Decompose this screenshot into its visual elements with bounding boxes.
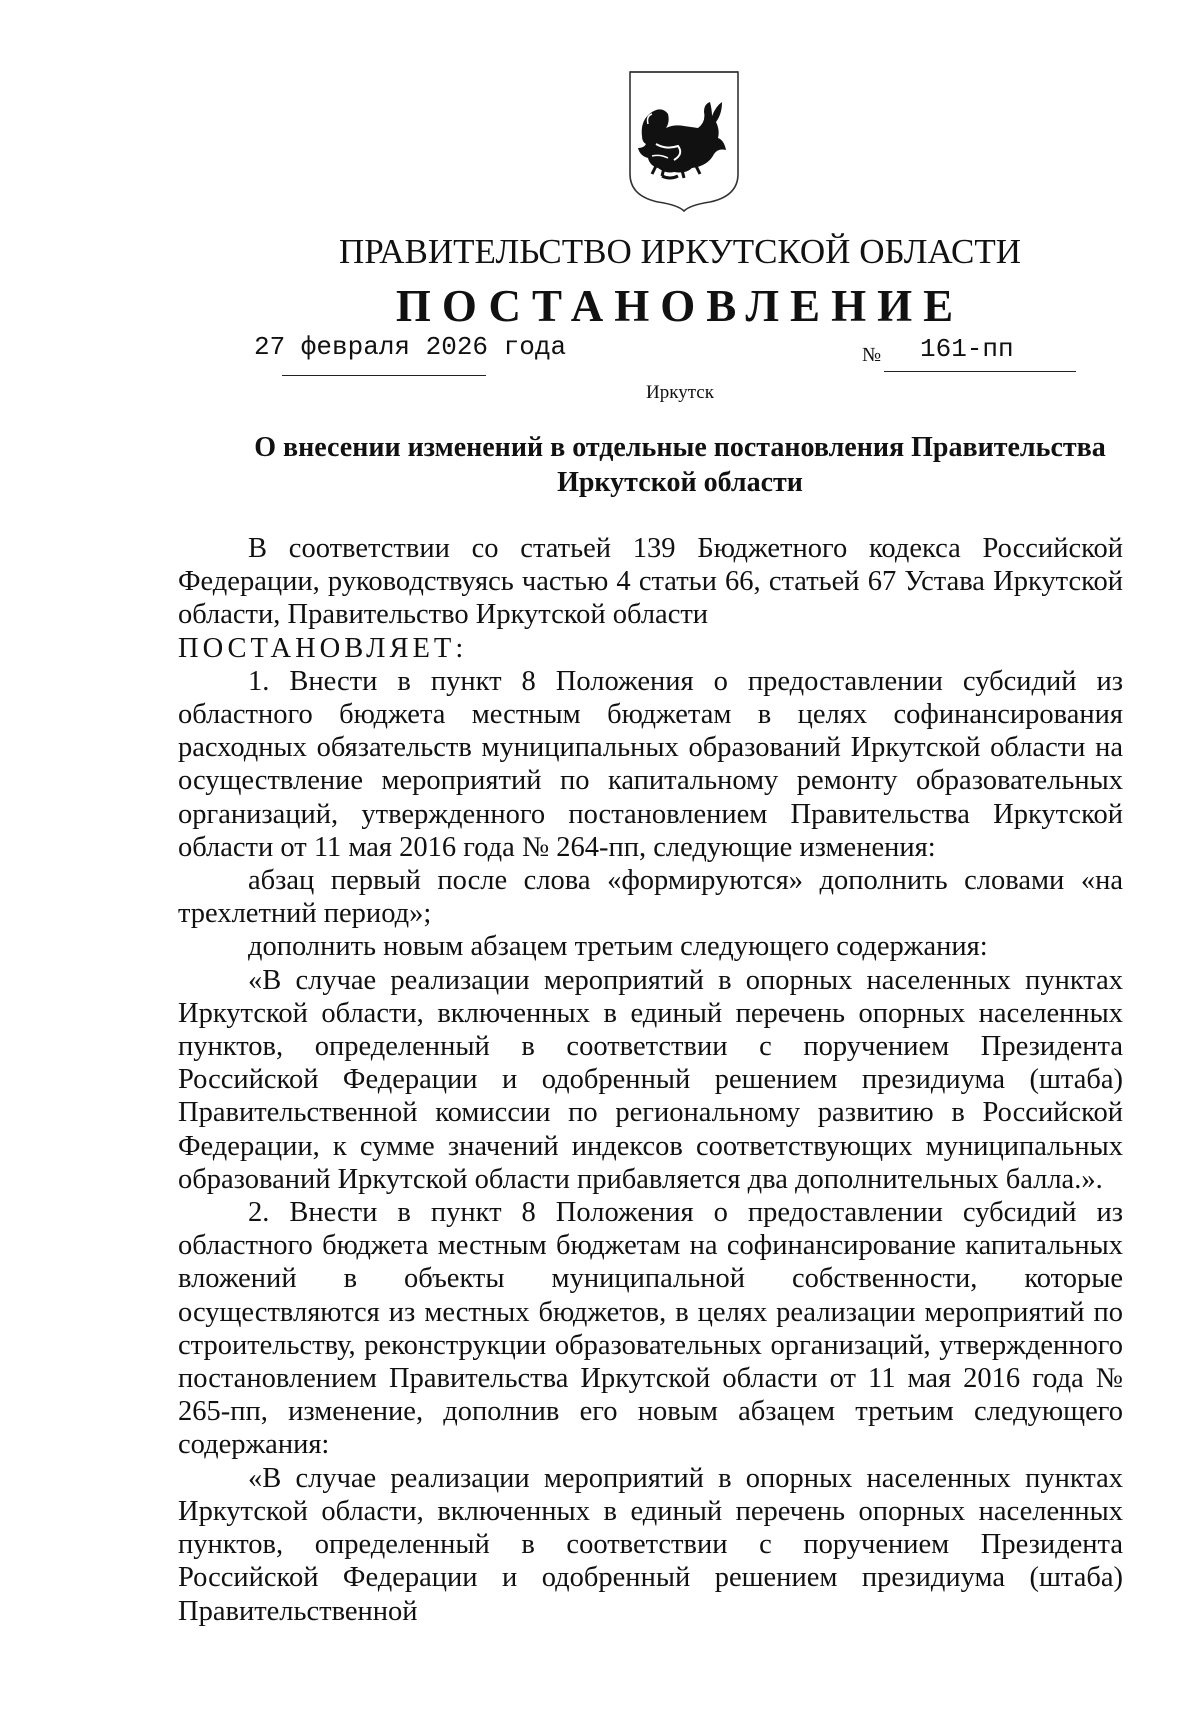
coat-of-arms-icon xyxy=(626,70,742,212)
document-date: 27 февраля 2026 года xyxy=(254,332,567,362)
document-body xyxy=(178,532,1123,1628)
document-city: Иркутск xyxy=(646,382,714,403)
body-paragraph-amendment-2: дополнить новым абзацем третьим следующего содержания: xyxy=(248,931,988,963)
body-paragraph-quote-2: «В случае реализации мероприятий в опорных населенных пунктах Иркутской области, включенных в единый перечень опорных населенных пунктов, определенный в соответствии с поручением Президента Российской Федерации и одобренный решением президиума (штаба) Правительственной xyxy=(178,1462,1123,1627)
subject-line-2: Иркутской области xyxy=(557,467,803,498)
document-number: 161-пп xyxy=(920,334,1014,364)
subject-line-1: О внесении изменений в отдельные постановления Правительства xyxy=(254,432,1106,463)
body-paragraph-quote-1: «В случае реализации мероприятий в опорных населенных пунктах Иркутской области, включенных в единый перечень опорных населенных пунктов, определенный в соответствии с поручением Президента Российской Федерации и одобренный решением президиума (штаба) Правительственной комиссии по региональному развитию в Российской Федерации, к сумме значений индексов соответствующих муниципальных образований Иркутской области прибавляется два дополнительных балла.». xyxy=(178,964,1123,1195)
government-name: ПРАВИТЕЛЬСТВО ИРКУТСКОЙ ОБЛАСТИ xyxy=(339,232,1021,271)
body-paragraph-item-1: 1. Внести в пункт 8 Положения о предоставлении субсидий из областного бюджета местным бюджетам в целях софинансирования расходных обязательств муниципальных образований Иркутской области на осуществление мероприятий по капитальному ремонту образовательных организаций, утвержденного постановлением Правительства Иркутской области от 11 мая 2016 года № 264-пп, следующие изменения: xyxy=(178,665,1123,863)
document-subject xyxy=(200,430,1160,500)
document-type-heading: ПОСТАНОВЛЕНИЕ xyxy=(395,281,965,331)
date-underline xyxy=(282,375,486,376)
number-sign: № xyxy=(862,344,882,366)
body-paragraph-resolves: ПОСТАНОВЛЯЕТ: xyxy=(178,632,468,664)
body-paragraph-amendment-1: абзац первый после слова «формируются» дополнить словами «на трехлетний период»; xyxy=(178,865,1123,930)
body-paragraph-item-2: 2. Внести в пункт 8 Положения о предоставлении субсидий из областного бюджета местным бюджетам на софинансирование капитальных вложений в объекты муниципальной собственности, которые осуществляются из местных бюджетов, в целях реализации мероприятий по строительству, реконструкции образовательных организаций, утвержденного постановлением Правительства Иркутской области от 11 мая 2016 года № 265-пп, изменение, дополнив его новым абзацем третьим следующего содержания: xyxy=(178,1197,1123,1461)
number-underline xyxy=(884,371,1076,372)
body-paragraph-preamble: В соответствии со статьей 139 Бюджетного кодекса Российской Федерации, руководствуясь частью 4 статьи 66, статьей 67 Устава Иркутской области, Правительство Иркутской области xyxy=(178,533,1123,631)
